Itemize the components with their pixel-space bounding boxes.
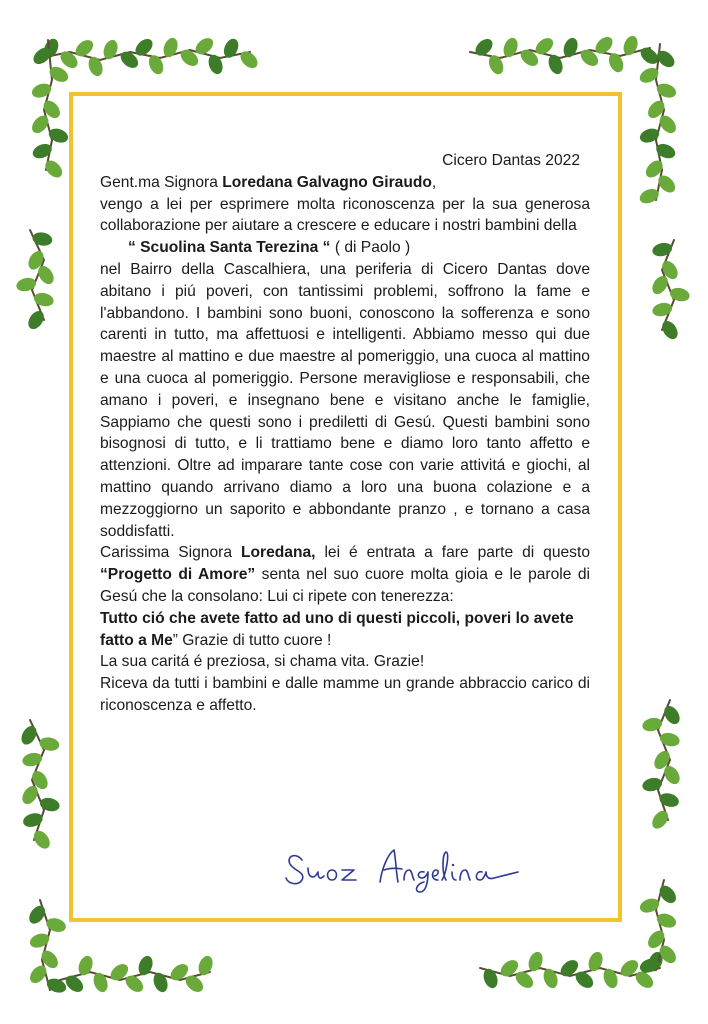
body-paragraph: nel Bairro della Cascalhiera, una periferia di Cicero Dantas dove abitano i piú poveri, con tantissimi problemi, soffrono la fame e l'abbandono. I bambini sono buoni, conoscono la sofferenza e sono carenti in tutto, ma affettuosi e intelligenti. Abbiamo messo qui due maestre al mattino e due maestre al pomeriggio, una cuoca al mattino e una cuoca al pomeriggio. Persone meravigliose e responsabili, che amano i poveri, e insegnano bene e visitano anche le famiglie, Sappiamo che questi sono i prediletti di Gesú. Questi bambini sono bisognosi di tutto, e li trattiamo bene e diamo loro tanto affetto e attenzioni. Oltre ad imparare tante cose con varie attivitá e giochi, al mattino quando arrivano diamo a loro una buona colazione e a mezzoggiorno un saporito e abbondante pranzo , e tornano a casa soddisfatti. [100, 260, 590, 540]
quote-paragraph [100, 608, 590, 652]
leaf [651, 241, 673, 258]
leaf [481, 967, 500, 990]
p2-name: Loredana, [240, 544, 316, 562]
leaf [655, 911, 678, 930]
leaf [641, 776, 663, 793]
vine-branch [641, 700, 683, 832]
leaf [601, 967, 620, 990]
leaf [501, 36, 520, 59]
vine-branch [480, 950, 665, 991]
leaf [546, 53, 565, 76]
gospel-quote: Tutto ció che avete fatto ad uno di questi piccoli, poveri lo avete fatto a Me [100, 609, 574, 649]
leaf [586, 950, 605, 973]
p2-middle: lei é entrata a fare parte di questo [315, 544, 590, 562]
leaf [669, 286, 691, 303]
intro-paragraph: vengo a lei per esprimere molta riconoscenza per la sua generosa collaborazione per aiutare a crescere e educare i nostri bambini della [100, 195, 590, 235]
vine-branch [26, 900, 68, 995]
leaf [21, 751, 43, 768]
leaf [641, 716, 663, 733]
greeting-suffix: , [431, 173, 437, 191]
vine-branch [18, 720, 61, 852]
leaf [21, 811, 44, 829]
leaf [31, 231, 53, 247]
leaf [206, 53, 225, 76]
leaf [151, 971, 170, 994]
leaf [638, 126, 661, 145]
leaf [655, 81, 678, 100]
vine-branch [15, 230, 57, 332]
date-line: Cicero Dantas 2022 [442, 152, 580, 169]
vine-branch [470, 34, 661, 77]
leaf [659, 731, 681, 748]
project-name: “Progetto di Amore” [100, 566, 256, 584]
quote-thanks: ” Grazie di tutto cuore ! [172, 631, 332, 649]
charity-line: La sua caritá é preziosa, si chama vita. Grazie! [100, 653, 425, 671]
leaf [196, 954, 215, 977]
school-note: ( di Paolo ) [330, 239, 411, 257]
leaf [561, 36, 580, 59]
school-line [100, 237, 590, 259]
p2-suffix: senta nel suo cuore molta gioia e le parole di Gesú che la consolano: Lui ci ripete con tenerezza: [100, 566, 590, 605]
leaf [91, 971, 110, 994]
greeting [100, 172, 590, 194]
leaf [45, 916, 68, 934]
p2-prefix: Carissima Signora [100, 544, 241, 562]
vine-branch [60, 954, 215, 995]
leaf [15, 276, 37, 293]
vine-branch [40, 35, 261, 78]
leaf [541, 967, 560, 990]
closing-paragraph: Riceva da tutti i bambini e dalle mamme un grande abbraccio carico di riconoscenza e affetto. [100, 675, 590, 714]
leaf [658, 791, 681, 809]
project-paragraph [100, 542, 590, 607]
greeting-prefix: Gent.ma Signora [100, 173, 223, 191]
leaf [38, 736, 60, 752]
leaf [161, 36, 180, 59]
leaf [76, 954, 95, 977]
school-name: “ Scuolina Santa Terezina “ [128, 239, 331, 257]
leaf [651, 301, 673, 318]
leaf [28, 931, 51, 950]
vine-branch [649, 240, 691, 342]
handwritten-signature [282, 838, 542, 896]
leaf [33, 291, 55, 308]
leaf [47, 126, 70, 145]
recipient-name: Loredana Galvagno Giraudo [222, 173, 432, 191]
leaf [101, 38, 120, 61]
leaf [621, 34, 640, 57]
leaf [30, 81, 53, 100]
leaf [638, 896, 661, 915]
leaf [39, 796, 61, 813]
leaf [86, 55, 105, 78]
leaf [136, 954, 155, 977]
vine-branch [638, 880, 679, 975]
leaf [526, 950, 545, 973]
letter-body [100, 150, 590, 717]
vine-branch [637, 44, 679, 206]
